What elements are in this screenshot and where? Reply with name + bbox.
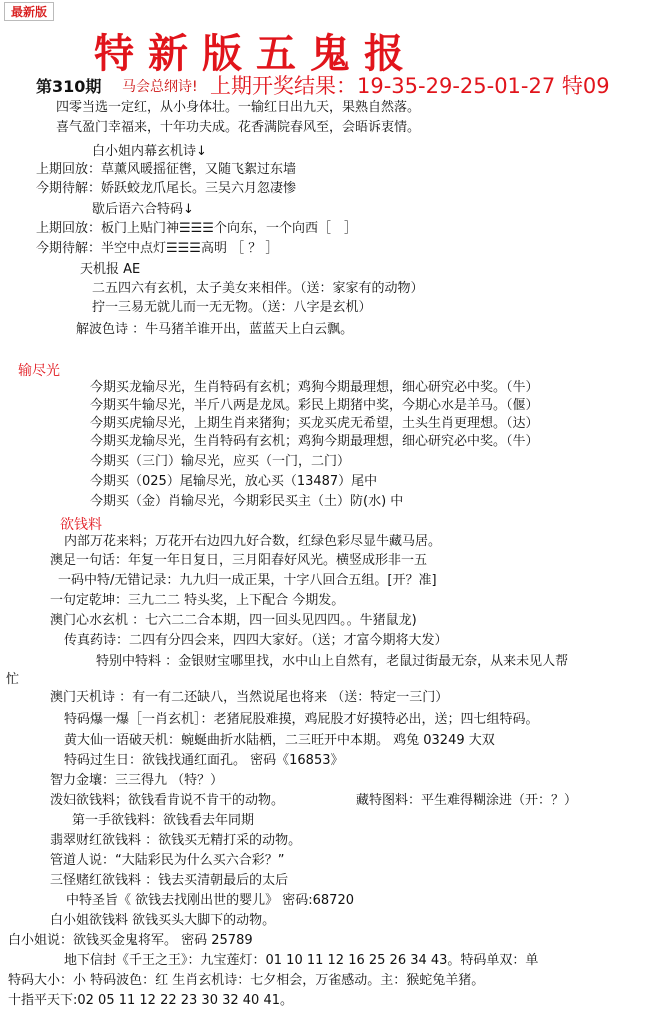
jiebo-line: 解波色诗 ：牛马猪羊谁开出，蓝蓝天上白云飘。 — [76, 322, 354, 337]
shu-line: 今期买（三门）输尽光，应买（一门，二门） — [90, 454, 351, 469]
yu-line: 内部万花来料；万花开右边四九好合数，红绿色彩尽显牛藏马居。 — [64, 534, 442, 549]
huifang-line: 上期回放：板门上贴门神☰☰☰个向东，一个向西［ ］ — [36, 221, 357, 236]
yu-line: 特别中特料 ：金银财宝哪里找，水中山上自然有，老鼠过街最无奈，从来未见人帮 — [96, 654, 569, 669]
daijie-line: 今期待解：娇跃蛟龙爪尾长。三吴六月忽凄惨 — [36, 181, 297, 196]
slogan: 马会总纲诗! — [122, 79, 198, 95]
yu-line: 澳足一句话：年复一年日复日，三月阳春好风光。横竖成形非一五 — [50, 553, 428, 568]
yu-line: 第一手欲钱料：欲钱看去年同期 — [72, 813, 255, 828]
yu-line: 三怪赌红欲钱料 ：钱去买清朝最后的太后 — [50, 873, 289, 888]
corner-tag: 最新版 — [4, 2, 54, 21]
yu-line: 澳门天机诗 ：有一有二还缺八，当然说尾也将来 （送：特定一三门） — [50, 690, 449, 705]
section-heading-yu: 欲钱料 — [60, 517, 102, 533]
yu-line: 白小姐欲钱料 欲钱买头大脚下的动物。 — [50, 913, 276, 928]
shu-line: 今期买（025）尾输尽光，放心买（13487）尾中 — [90, 474, 378, 489]
page-title: 特新版五鬼报 — [94, 30, 418, 77]
yu-line: 管道人说：“大陆彩民为什么买六合彩？” — [50, 853, 285, 868]
yu-line: 白小姐说：欲钱买金鬼将军。 密码 25789 — [8, 933, 253, 948]
issue-number: 第310期 — [36, 77, 102, 96]
yu-line: 特码爆一爆［一肖玄机］：老猪屁股难摸，鸡屁股才好摸特必出，送；四七组特码。 — [64, 712, 539, 727]
tianji-line: 拧一三易无就儿而一无无物。（送：八字是玄机） — [92, 300, 372, 315]
shu-line: 今期买（金）肖输尽光，今期彩民买主（土）防(水) 中 — [90, 494, 404, 509]
yu-line: 传真药诗：二四有分四会来，四四大家好。（送；才富今期将大发） — [64, 633, 448, 648]
yu-line: 智力金壤：三三得九 （特？） — [50, 773, 224, 788]
baixiaojie-heading: 白小姐内幕玄机诗↓ — [92, 144, 207, 159]
yu-line: 澳门心水玄机 ：七六二二合本期，四一回头见四四。。牛猪鼠龙) — [50, 613, 417, 628]
shu-line: 今期买龙输尽光，生肖特码有玄机；鸡狗今期最理想，细心研究必中奖。（牛） — [90, 380, 539, 395]
yu-line: 忙 — [6, 672, 20, 687]
shu-line: 今期买龙输尽光，生肖特码有玄机；鸡狗今期最理想，细心研究必中奖。（牛） — [90, 434, 539, 449]
shu-line: 今期买牛输尽光，半斤八两是龙凤。彩民上期猪中奖，今期心水是羊马。（偃） — [90, 398, 539, 413]
yu-line: 翡翠财红欲钱料 ：欲钱买无精打采的动物。 — [50, 833, 302, 848]
yu-line: 地下信封《千王之王》：九宝莲灯：01 10 11 12 16 25 26 34 43。特码单双：单 — [64, 953, 539, 968]
poem-line: 喜气盈门幸福来，十年功夫成。花香满院春风至，会晤诉衷情。 — [56, 120, 421, 135]
huifang-line: 上期回放：草薰风暖摇征辔，又随飞絮过东墙 — [36, 162, 297, 177]
yu-line: 藏特图料：平生难得糊涂进（开：？） — [356, 793, 578, 808]
yu-line: 中特圣旨《 欲钱去找刚出世的婴儿》 密码:68720 — [66, 893, 354, 908]
yu-line: 一码中特/无错记录：九九归一成正果，十字八回合五组。[开？准] — [58, 573, 437, 588]
yu-line: 泼妇欲钱料；欲钱看肯说不肯干的动物。 — [50, 793, 285, 808]
section-heading-shu: 输尽光 — [18, 363, 60, 379]
yu-line: 一句定乾坤：三九二二 特头奖，上下配合 今期发。 — [50, 593, 345, 608]
last-result: 上期开奖结果：19-35-29-25-01-27 特09 — [210, 74, 610, 98]
yu-line: 特码大小：小 特码波色：红 生肖玄机诗：七夕相会，万雀感动。主：猴蛇兔羊猪。 — [8, 973, 485, 988]
yu-line: 特码过生日：欲钱找通红面孔。 密码《16853》 — [64, 753, 344, 768]
poem-line: 四零当选一定红，从小身体壮。一输红日出九天，果熟自然落。 — [56, 100, 421, 115]
shu-line: 今期买虎输尽光，上期生肖来猪狗；买龙买虎无希望，土头生肖更理想。（达） — [90, 416, 539, 431]
yu-line: 十指平天下:02 05 11 12 22 23 30 32 40 41。 — [8, 993, 293, 1008]
tianji-line: 二五四六有玄机，太子美女来相伴。（送：家家有的动物） — [92, 281, 424, 296]
xiehouyu-heading: 歇后语六合特码↓ — [92, 202, 194, 217]
daijie-line: 今期待解：半空中点灯☰☰☰高明 ［ ？ ］ — [36, 241, 279, 256]
yu-line: 黄大仙一语破天机：蜿蜒曲折水陆栖，二三旺开中本期。 鸡兔 03249 大双 — [64, 733, 495, 748]
tianji-heading: 天机报 AE — [80, 262, 141, 277]
